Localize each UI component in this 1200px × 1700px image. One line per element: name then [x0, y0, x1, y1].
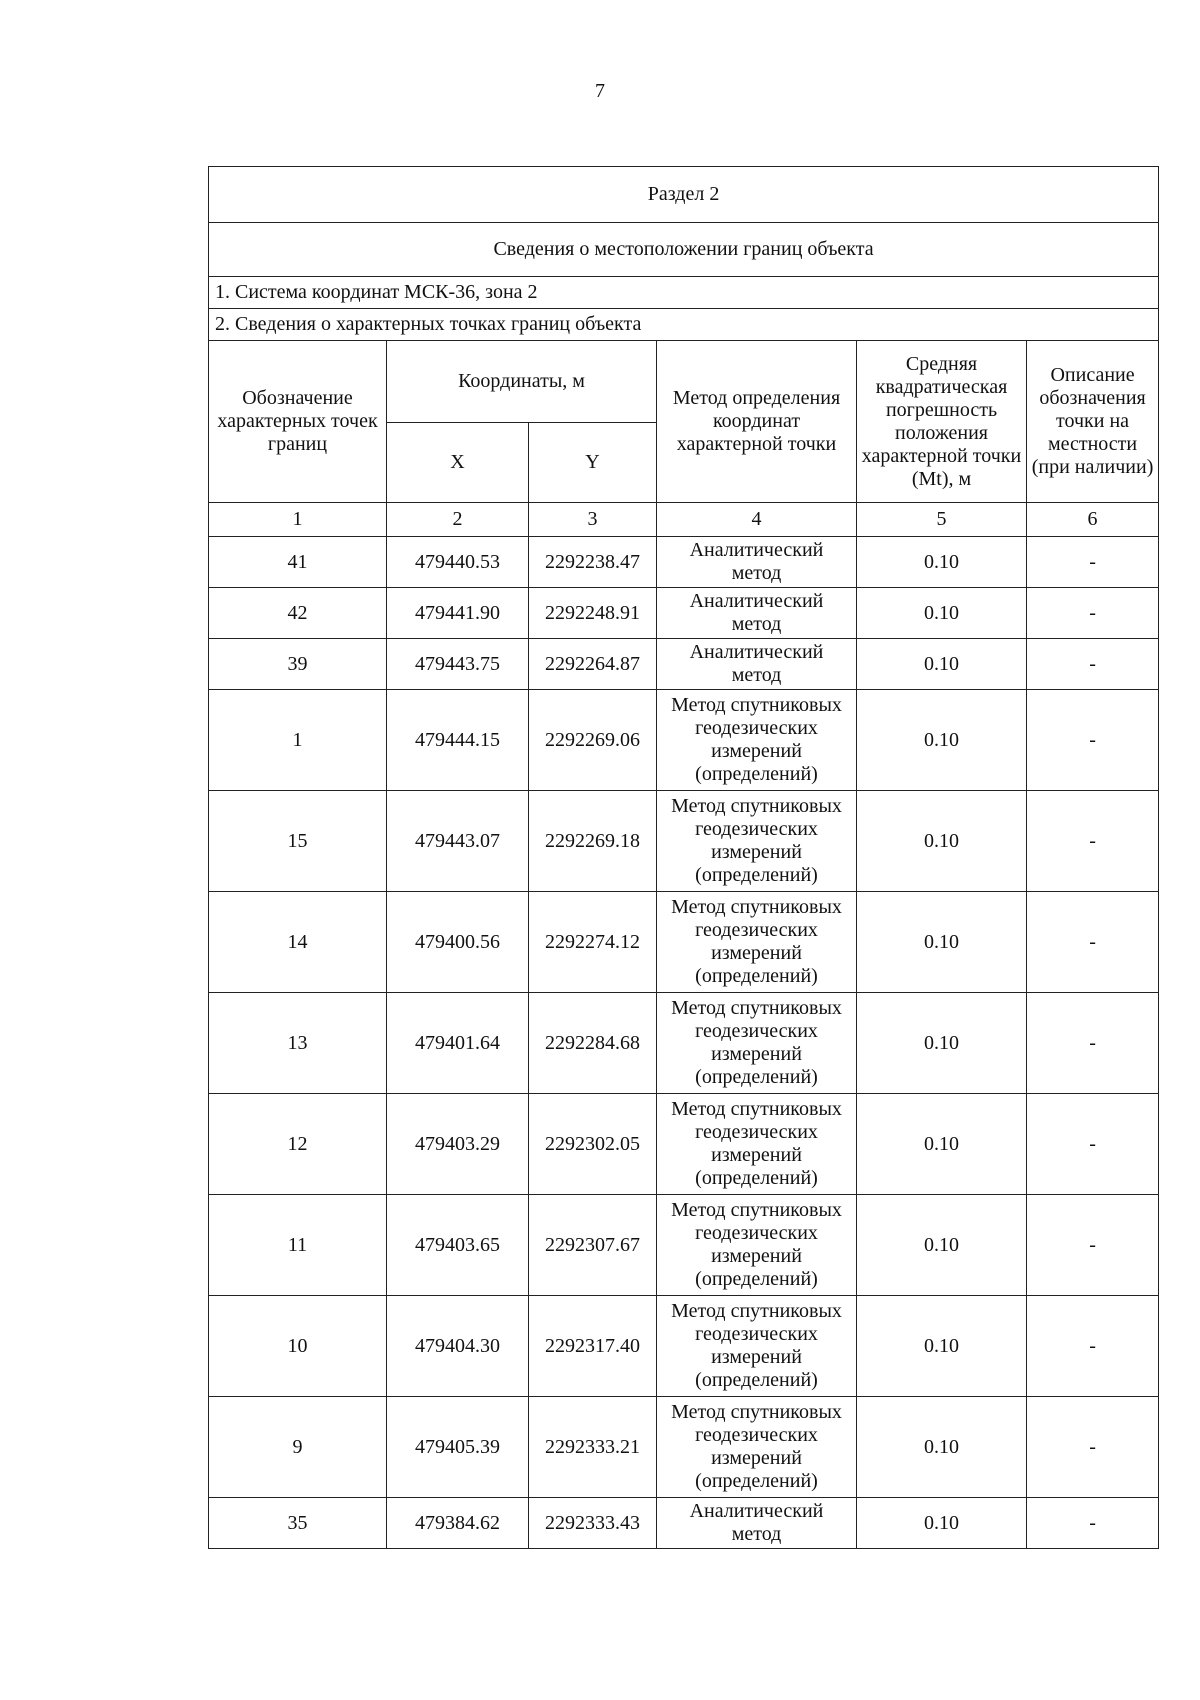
method-line: геодезических [695, 818, 818, 840]
mt-value: 0.10 [857, 1296, 1027, 1397]
mt-value: 0.10 [857, 1195, 1027, 1296]
method-line: Аналитический [689, 539, 824, 561]
section-title: Раздел 2 [209, 167, 1159, 223]
table-row [209, 993, 1159, 1094]
column-number-row [209, 503, 1159, 537]
mt-value: 0.10 [857, 993, 1027, 1094]
method-line: (определений) [695, 1066, 818, 1088]
points-heading: 2. Сведения о характерных точках границ объекта [209, 309, 1159, 341]
coord-y: 2292264.87 [529, 639, 657, 690]
method-line: геодезических [695, 1323, 818, 1345]
header-designation: Обозначение характерных точек границ [209, 341, 387, 503]
method-line: Метод спутниковых [671, 1199, 842, 1221]
coord-x: 479384.62 [387, 1498, 529, 1549]
method-line: (определений) [695, 1167, 818, 1189]
description: - [1027, 588, 1159, 639]
table-row [209, 1094, 1159, 1195]
point-number: 1 [209, 690, 387, 791]
column-number: 3 [529, 503, 657, 537]
coord-y: 2292274.12 [529, 892, 657, 993]
method-line: геодезических [695, 1020, 818, 1042]
mt-value: 0.10 [857, 791, 1027, 892]
coordinate-system: 1. Система координат МСК-36, зона 2 [209, 277, 1159, 309]
method-line: измерений [711, 740, 802, 762]
coord-y: 2292269.18 [529, 791, 657, 892]
method-line: измерений [711, 1346, 802, 1368]
point-number: 15 [209, 791, 387, 892]
method-line: измерений [711, 942, 802, 964]
point-number: 14 [209, 892, 387, 993]
method-cell [657, 993, 857, 1094]
mt-value: 0.10 [857, 1397, 1027, 1498]
page-number: 7 [595, 80, 605, 102]
method-line: метод [731, 1523, 782, 1545]
method-cell [657, 791, 857, 892]
point-number: 13 [209, 993, 387, 1094]
mt-value: 0.10 [857, 639, 1027, 690]
description: - [1027, 690, 1159, 791]
method-cell [657, 1195, 857, 1296]
method-line: метод [731, 562, 782, 584]
method-line: (определений) [695, 864, 818, 886]
method-line: (определений) [695, 965, 818, 987]
method-line: Аналитический [689, 590, 824, 612]
table-row [209, 588, 1159, 639]
method-cell [657, 1296, 857, 1397]
method-line: измерений [711, 1144, 802, 1166]
method-cell [657, 1498, 857, 1549]
method-cell [657, 892, 857, 993]
method-line: (определений) [695, 1470, 818, 1492]
method-line: метод [731, 664, 782, 686]
method-line: метод [731, 613, 782, 635]
method-line: измерений [711, 1245, 802, 1267]
method-cell [657, 537, 857, 588]
method-cell [657, 1094, 857, 1195]
coord-y: 2292307.67 [529, 1195, 657, 1296]
coord-y: 2292302.05 [529, 1094, 657, 1195]
coord-x: 479404.30 [387, 1296, 529, 1397]
method-line: Аналитический [689, 641, 824, 663]
method-line: измерений [711, 1043, 802, 1065]
method-line: Метод спутниковых [671, 1300, 842, 1322]
header-description: Описание обозначения точки на местности (при наличии) [1027, 341, 1159, 503]
coord-y: 2292284.68 [529, 993, 657, 1094]
method-line: (определений) [695, 763, 818, 785]
method-line: геодезических [695, 1424, 818, 1446]
header-error: Средняя квадратическая погрешность положения характерной точки (Mt), м [857, 341, 1027, 503]
coord-x: 479443.75 [387, 639, 529, 690]
method-cell [657, 639, 857, 690]
table-row [209, 537, 1159, 588]
method-cell [657, 1397, 857, 1498]
coord-y: 2292317.40 [529, 1296, 657, 1397]
point-number: 10 [209, 1296, 387, 1397]
method-line: Метод спутниковых [671, 795, 842, 817]
mt-value: 0.10 [857, 1498, 1027, 1549]
table-row [209, 690, 1159, 791]
method-cell [657, 690, 857, 791]
description: - [1027, 1296, 1159, 1397]
column-number: 2 [387, 503, 529, 537]
point-number: 39 [209, 639, 387, 690]
coord-x: 479444.15 [387, 690, 529, 791]
table-row [209, 791, 1159, 892]
coord-x: 479405.39 [387, 1397, 529, 1498]
method-line: измерений [711, 1447, 802, 1469]
description: - [1027, 993, 1159, 1094]
mt-value: 0.10 [857, 1094, 1027, 1195]
method-line: Метод спутниковых [671, 1098, 842, 1120]
mt-value: 0.10 [857, 537, 1027, 588]
method-line: Метод спутниковых [671, 997, 842, 1019]
method-line: Аналитический [689, 1500, 824, 1522]
coord-x: 479443.07 [387, 791, 529, 892]
point-number: 12 [209, 1094, 387, 1195]
point-number: 9 [209, 1397, 387, 1498]
description: - [1027, 1094, 1159, 1195]
table-row [209, 1498, 1159, 1549]
description: - [1027, 537, 1159, 588]
coord-y: 2292269.06 [529, 690, 657, 791]
header-method: Метод определения координат характерной точки [657, 341, 857, 503]
mt-value: 0.10 [857, 588, 1027, 639]
method-line: геодезических [695, 1121, 818, 1143]
mt-value: 0.10 [857, 690, 1027, 791]
point-number: 41 [209, 537, 387, 588]
table-row [209, 892, 1159, 993]
column-number: 6 [1027, 503, 1159, 537]
method-line: Метод спутниковых [671, 896, 842, 918]
coord-x: 479441.90 [387, 588, 529, 639]
table-row [209, 1397, 1159, 1498]
description: - [1027, 1195, 1159, 1296]
method-line: измерений [711, 841, 802, 863]
method-line: геодезических [695, 919, 818, 941]
section-subtitle: Сведения о местоположении границ объекта [209, 223, 1159, 277]
table-row [209, 1195, 1159, 1296]
point-number: 42 [209, 588, 387, 639]
method-line: геодезических [695, 1222, 818, 1244]
coord-y: 2292248.91 [529, 588, 657, 639]
point-number: 35 [209, 1498, 387, 1549]
method-line: Метод спутниковых [671, 1401, 842, 1423]
coord-x: 479440.53 [387, 537, 529, 588]
header-coordinates: Координаты, м [387, 341, 657, 423]
coord-x: 479403.65 [387, 1195, 529, 1296]
boundary-points-table [208, 166, 1159, 1549]
description: - [1027, 1397, 1159, 1498]
point-number: 11 [209, 1195, 387, 1296]
column-number: 4 [657, 503, 857, 537]
method-line: (определений) [695, 1268, 818, 1290]
method-cell [657, 588, 857, 639]
method-line: Метод спутниковых [671, 694, 842, 716]
description: - [1027, 639, 1159, 690]
method-line: (определений) [695, 1369, 818, 1391]
header-y: Y [529, 423, 657, 503]
description: - [1027, 892, 1159, 993]
coord-y: 2292238.47 [529, 537, 657, 588]
table-row [209, 639, 1159, 690]
header-x: X [387, 423, 529, 503]
description: - [1027, 1498, 1159, 1549]
method-line: геодезических [695, 717, 818, 739]
coord-x: 479400.56 [387, 892, 529, 993]
coord-y: 2292333.21 [529, 1397, 657, 1498]
description: - [1027, 791, 1159, 892]
coord-x: 479401.64 [387, 993, 529, 1094]
table-row [209, 1296, 1159, 1397]
column-number: 1 [209, 503, 387, 537]
coord-y: 2292333.43 [529, 1498, 657, 1549]
column-number: 5 [857, 503, 1027, 537]
mt-value: 0.10 [857, 892, 1027, 993]
coord-x: 479403.29 [387, 1094, 529, 1195]
